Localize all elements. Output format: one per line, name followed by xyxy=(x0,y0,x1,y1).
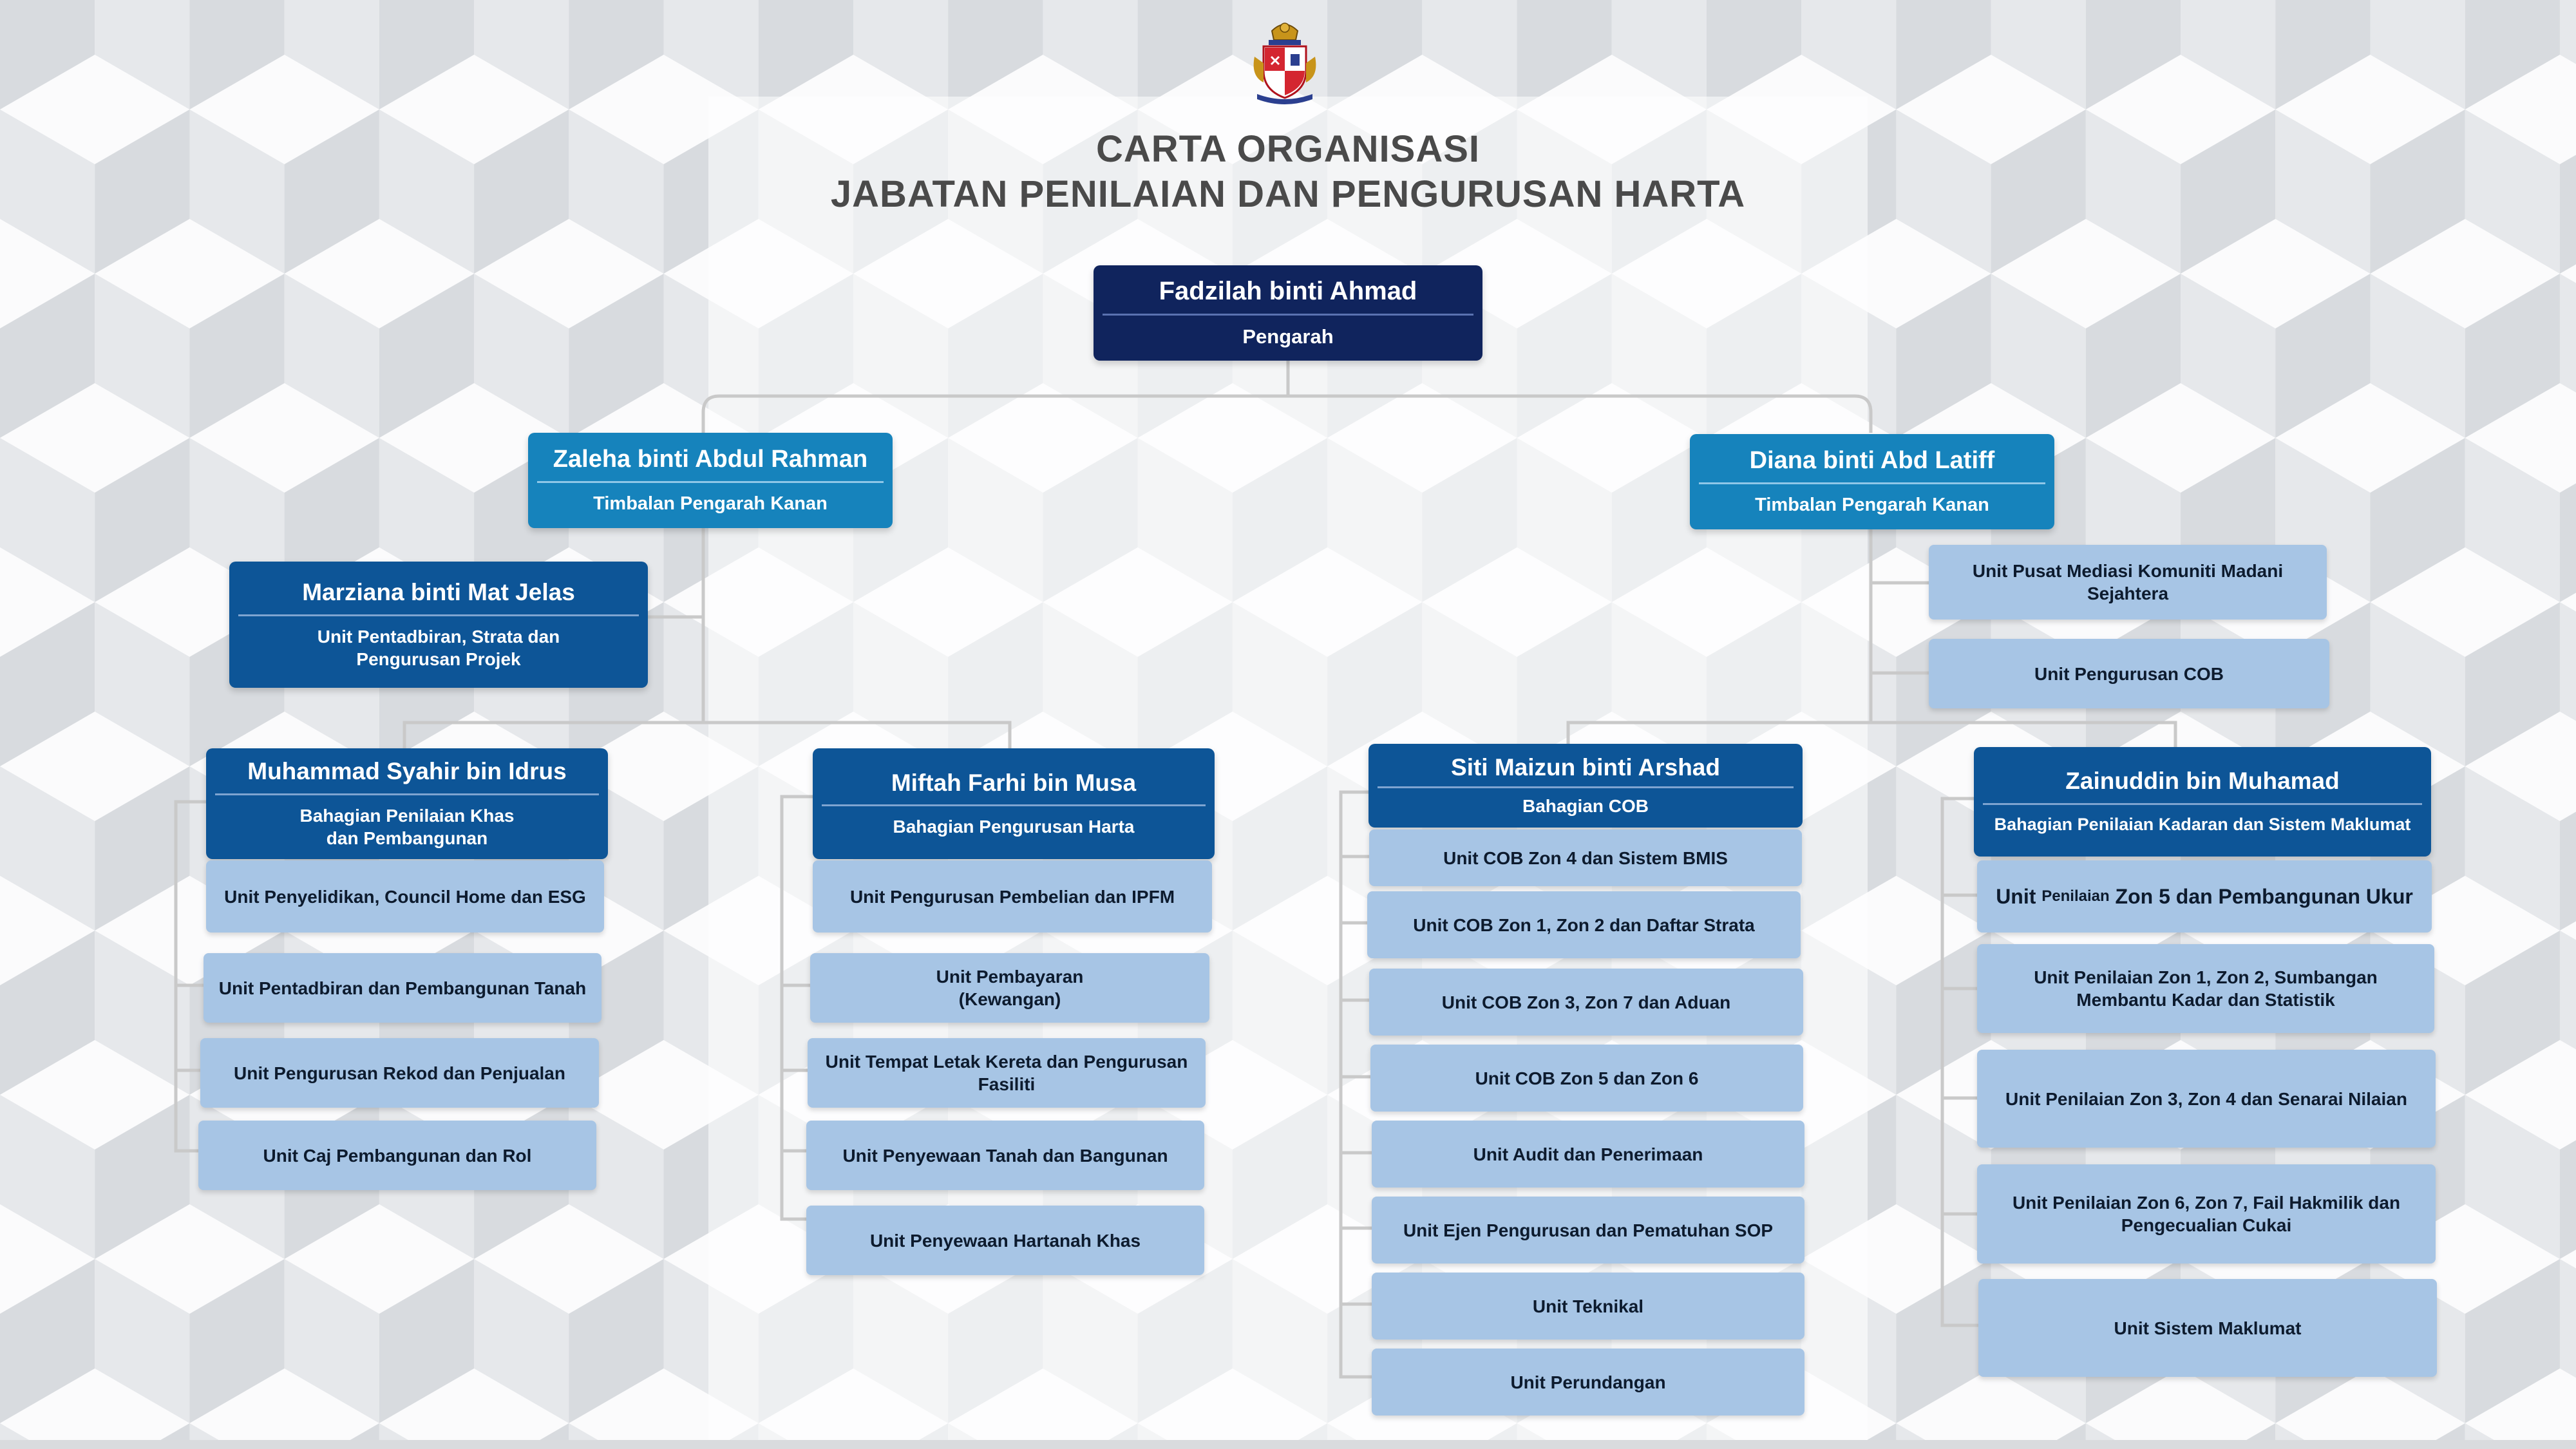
divider xyxy=(238,614,639,616)
unit-item: Unit Pengurusan Rekod dan Penjualan xyxy=(200,1038,599,1108)
unit-item: Unit COB Zon 3, Zon 7 dan Aduan xyxy=(1369,969,1803,1036)
division-card-4 xyxy=(1974,747,2431,857)
unit-label: Sejahtera xyxy=(2087,583,2169,603)
admin-unit-role-line-1: Unit Pentadbiran, Strata dan xyxy=(317,626,560,647)
unit-item: Unit Penilaian Zon 3, Zon 4 dan Senarai Nilaian xyxy=(1977,1050,2436,1148)
division-role-line-1: Bahagian Penilaian Kadaran dan Sistem Maklumat xyxy=(1994,814,2411,834)
unit-item xyxy=(1977,944,2434,1033)
division-head-name: Zainuddin bin Muhamad xyxy=(2065,768,2340,795)
division-role-line-1: Bahagian Penilaian Khas xyxy=(299,805,515,826)
council-crest-logo xyxy=(1249,18,1320,105)
director-card xyxy=(1094,265,1482,361)
deputy-left-name: Zaleha binti Abdul Rahman xyxy=(553,445,868,473)
chart-title-line-1: CARTA ORGANISASI xyxy=(1096,128,1480,170)
division-card-3 xyxy=(1368,744,1803,828)
director-name: Fadzilah binti Ahmad xyxy=(1159,277,1417,306)
deputy-left-role: Timbalan Pengarah Kanan xyxy=(593,493,828,515)
unit-item: Unit Perundangan xyxy=(1372,1349,1804,1416)
unit-label: Unit Tempat Letak Kereta dan Pengurusan xyxy=(825,1052,1188,1072)
unit-item xyxy=(1977,1164,2436,1264)
unit-label: Pengecualian Cukai xyxy=(2121,1215,2292,1235)
division-role-line-1: Bahagian Pengurusan Harta xyxy=(893,817,1135,837)
unit-item: Unit Ejen Pengurusan dan Pematuhan SOP xyxy=(1372,1197,1804,1264)
divider xyxy=(1378,786,1794,788)
unit-label: Membantu Kadar dan Statistik xyxy=(2076,990,2335,1010)
unit-item: Unit Penyewaan Hartanah Khas xyxy=(806,1206,1204,1275)
unit-item: Unit Penyelidikan, Council Home dan ESG xyxy=(206,860,604,933)
divider xyxy=(822,804,1206,806)
divider xyxy=(215,793,599,795)
chart-title-line-2: JABATAN PENILAIAN DAN PENGURUSAN HARTA xyxy=(830,173,1746,215)
unit-pengurusan-cob: Unit Pengurusan COB xyxy=(1929,639,2329,708)
unit-item: Unit Pentadbiran dan Pembangunan Tanah xyxy=(204,953,601,1023)
admin-unit-role-line-2: Pengurusan Projek xyxy=(356,649,521,669)
division-card-2 xyxy=(813,748,1215,859)
division-role-line-1: Bahagian COB xyxy=(1522,796,1649,817)
bottom-strip xyxy=(0,1440,2576,1449)
unit-item xyxy=(810,953,1209,1023)
admin-unit-name: Marziana binti Mat Jelas xyxy=(302,579,575,606)
unit-item: Unit Pengurusan Pembelian dan IPFM xyxy=(813,860,1212,933)
unit-item: Unit Teknikal xyxy=(1372,1273,1804,1340)
unit-item xyxy=(1977,860,2432,933)
deputy-right-card xyxy=(1690,434,2054,529)
unit-item: Unit Penyewaan Tanah dan Bangunan xyxy=(806,1121,1204,1190)
unit-item: Unit COB Zon 4 dan Sistem BMIS xyxy=(1369,829,1802,886)
unit-label: Zon 5 dan Pembangunan Ukur xyxy=(2115,885,2413,908)
unit-label: Unit Pusat Mediasi Komuniti Madani xyxy=(1972,561,2284,581)
deputy-right-name: Diana binti Abd Latiff xyxy=(1749,446,1995,474)
unit-pusat-mediasi xyxy=(1929,545,2327,620)
unit-label: Unit Penilaian Zon 6, Zon 7, Fail Hakmilik dan xyxy=(2012,1193,2401,1213)
unit-item: Unit Audit dan Penerimaan xyxy=(1372,1121,1804,1188)
unit-item: Unit COB Zon 5 dan Zon 6 xyxy=(1370,1045,1803,1112)
division-head-name: Miftah Farhi bin Musa xyxy=(891,769,1137,796)
unit-label: Fasiliti xyxy=(978,1074,1036,1094)
unit-item xyxy=(808,1038,1206,1108)
deputy-left-card xyxy=(528,433,893,528)
divider xyxy=(1983,803,2422,805)
unit-item: Unit COB Zon 1, Zon 2 dan Daftar Strata xyxy=(1367,891,1801,958)
divider xyxy=(1699,482,2045,484)
deputy-right-role: Timbalan Pengarah Kanan xyxy=(1755,495,1989,516)
director-role: Pengarah xyxy=(1242,325,1334,348)
unit-label: Unit Pembayaran xyxy=(936,967,1084,987)
unit-label: Penilaian xyxy=(2041,887,2110,905)
unit-item: Unit Caj Pembangunan dan Rol xyxy=(198,1121,596,1190)
divider xyxy=(1103,314,1473,316)
divider xyxy=(537,481,884,483)
unit-item: Unit Sistem Maklumat xyxy=(1978,1279,2437,1377)
unit-label: Unit Penilaian Zon 1, Zon 2, Sumbangan xyxy=(2034,967,2378,987)
division-head-name: Muhammad Syahir bin Idrus xyxy=(247,758,567,785)
division-head-name: Siti Maizun binti Arshad xyxy=(1451,753,1720,781)
division-role-line-2: dan Pembangunan xyxy=(326,828,488,848)
admin-unit-card xyxy=(229,562,648,688)
division-card-1 xyxy=(206,748,608,859)
unit-label: (Kewangan) xyxy=(958,989,1061,1009)
unit-label: Unit xyxy=(1996,885,2036,908)
